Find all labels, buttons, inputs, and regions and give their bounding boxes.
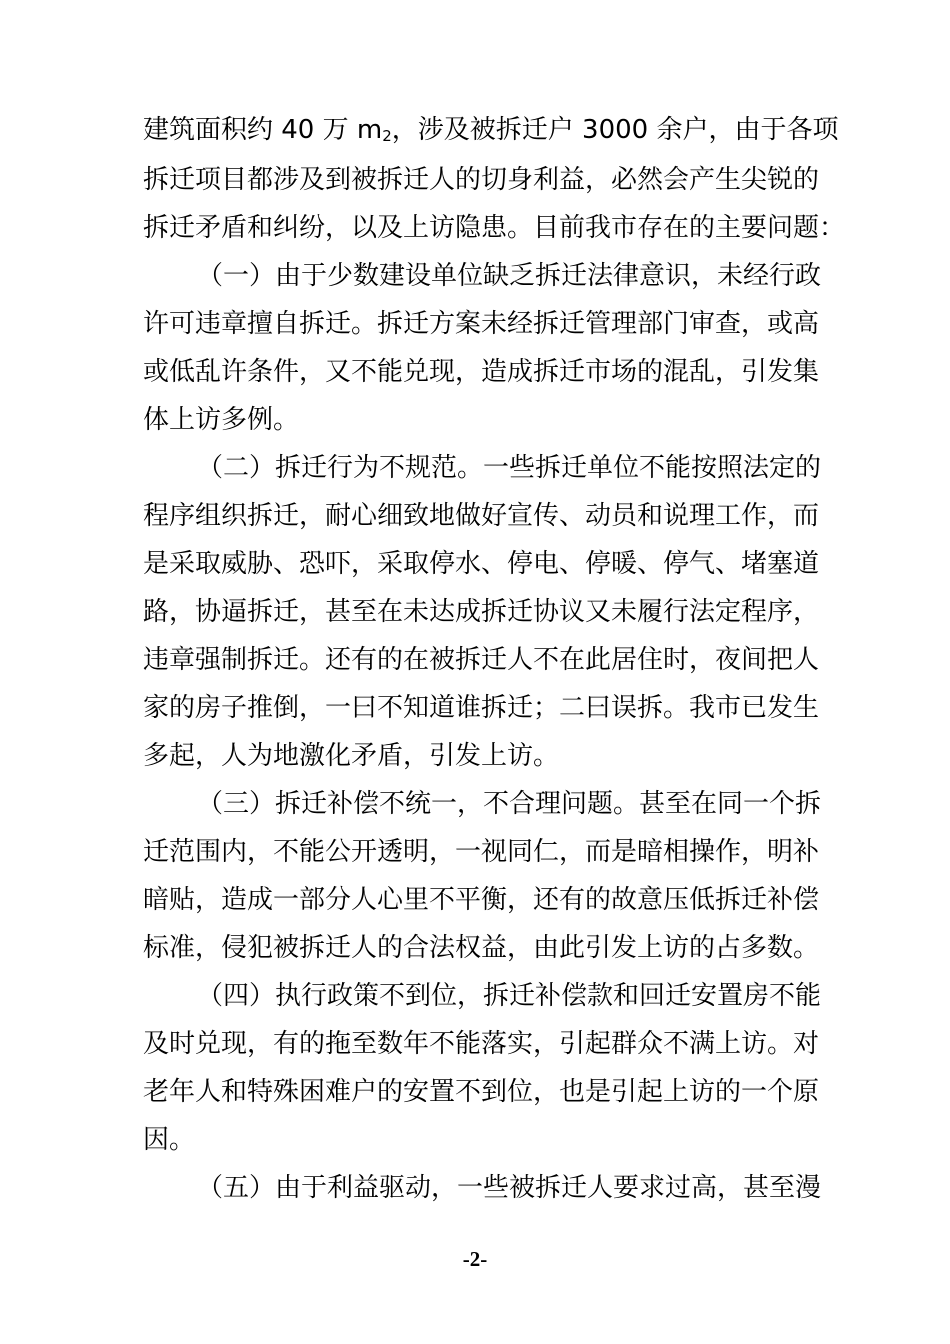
text-line: （二）拆迁行为不规范。一些拆迁单位不能按照法定的 — [197, 453, 822, 483]
text-line: 拆迁项目都涉及到被拆迁人的切身利益，必然会产生尖锐的 — [143, 165, 820, 195]
text-line: （五）由于利益驱动，一些被拆迁人要求过高，甚至漫 — [197, 1173, 822, 1203]
text-line: 是采取威胁、恐吓，采取停水、停电、停暖、停气、堵塞道 — [143, 549, 820, 579]
text-line: 程序组织拆迁，耐心细致地做好宣传、动员和说理工作，而 — [143, 501, 820, 531]
text-line: 迁范围内，不能公开透明，一视同仁，而是暗相操作，明补 — [143, 837, 820, 867]
text-line: 建筑面积约 40 万 $m_2$，涉及被拆迁户 3000 余户，由于各项 — [143, 115, 839, 145]
text-line: （三）拆迁补偿不统一，不合理问题。甚至在同一个拆 — [197, 789, 822, 819]
text-line: 暗贴，造成一部分人心里不平衡，还有的故意压低拆迁补偿 — [143, 885, 820, 915]
text-line: 因。 — [143, 1125, 196, 1155]
text-line: 家的房子推倒，一曰不知道谁拆迁；二曰误拆。我市已发生 — [143, 693, 820, 723]
page-number: -2- — [462, 1247, 488, 1271]
text-line: （一）由于少数建设单位缺乏拆迁法律意识，未经行政 — [197, 261, 822, 291]
text-line: 及时兑现，有的拖至数年不能落实，引起群众不满上访。对 — [143, 1029, 820, 1059]
text-line: 路，协逼拆迁，甚至在未达成拆迁协议又未履行法定程序， — [143, 597, 820, 627]
text-line: 或低乱许条件，又不能兑现，造成拆迁市场的混乱，引发集 — [143, 357, 820, 387]
text-line: 老年人和特殊困难户的安置不到位，也是引起上访的一个原 — [143, 1077, 820, 1107]
text-line: 许可违章擅自拆迁。拆迁方案未经拆迁管理部门审查，或高 — [143, 309, 820, 339]
text-line: 违章强制拆迁。还有的在被拆迁人不在此居住时，夜间把人 — [143, 645, 820, 675]
text-line: （四）执行政策不到位，拆迁补偿款和回迁安置房不能 — [197, 981, 822, 1011]
text-line: 拆迁矛盾和纠纷，以及上访隐患。目前我市存在的主要问题： — [143, 213, 846, 243]
text-line: 标准，侵犯被拆迁人的合法权益，由此引发上访的占多数。 — [143, 933, 820, 963]
text-line: 多起，人为地激化矛盾，引发上访。 — [143, 741, 560, 771]
subscript: 2 — [382, 127, 392, 145]
text-line: 体上访多例。 — [143, 405, 300, 435]
